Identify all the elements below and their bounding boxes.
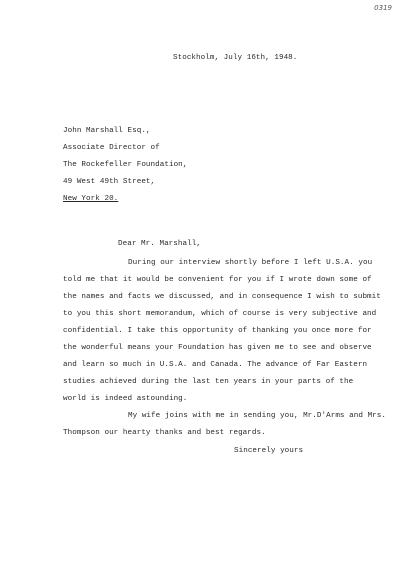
recipient-street: 49 West 49th Street,	[63, 178, 156, 186]
body-line: and learn so much in U.S.A. and Canada. The advance of Far Eastern	[63, 361, 368, 369]
recipient-organization: The Rockefeller Foundation,	[63, 161, 188, 169]
body-line: the names and facts we discussed, and in consequence I wish to submit	[63, 293, 381, 301]
closing: Sincerely yours	[234, 447, 304, 455]
recipient-name: John Marshall Esq.,	[63, 127, 151, 135]
recipient-city: New York 20.	[63, 195, 119, 203]
body-line: confidential. I take this opportunity of thanking you once more for	[63, 327, 372, 335]
body-line: world is indeed astounding.	[63, 395, 188, 403]
body-line: told me that it would be convenient for you if I wrote down some of	[63, 276, 372, 284]
body-line: studies achieved during the last ten years in your parts of the	[63, 378, 354, 386]
dateline: Stockholm, July 16th, 1948.	[173, 54, 298, 62]
body-line: the wonderful means your Foundation has given me to see and observe	[63, 344, 372, 352]
body-line: My wife joins with me in sending you, Mr.D'Arms and Mrs.	[128, 412, 386, 420]
body-line: Thompson our hearty thanks and best regards.	[63, 429, 266, 437]
salutation: Dear Mr. Marshall,	[118, 240, 201, 248]
recipient-title: Associate Director of	[63, 144, 160, 152]
body-line: to you this short memorandum, which of course is very subjective and	[63, 310, 377, 318]
archive-number: 0319	[374, 4, 392, 12]
body-line: During our interview shortly before I left U.S.A. you	[128, 259, 373, 267]
